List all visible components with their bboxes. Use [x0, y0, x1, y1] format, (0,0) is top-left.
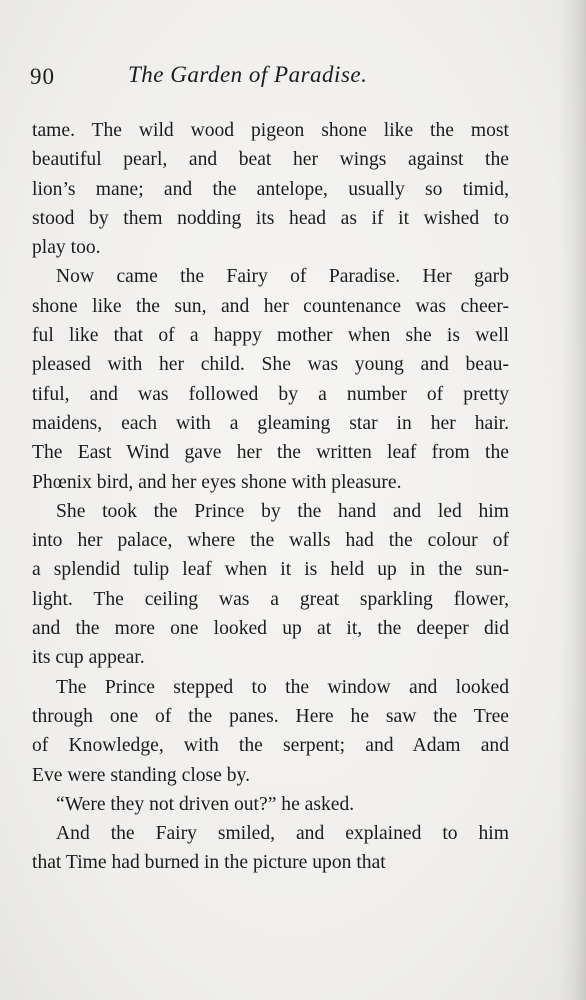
- text-line: into her palace, where the walls had the colour of: [32, 530, 509, 552]
- text-line: Phœnix bird, and her eyes shone with pleasure.: [32, 471, 402, 493]
- text-line: that Time had burned in the picture upon that: [32, 852, 386, 874]
- text-line: shone like the sun, and her countenance was cheer-: [32, 295, 509, 317]
- text-line: pleased with her child. She was young and beau-: [32, 354, 509, 376]
- paragraph: [32, 497, 509, 673]
- text-line: ful like that of a happy mother when she is well: [32, 325, 509, 347]
- text-line: “Were they not driven out?” he asked.: [56, 793, 355, 815]
- running-title: The Garden of Paradise.: [128, 62, 368, 87]
- page-edge-shadow: [558, 0, 586, 1000]
- text-line: tiful, and was followed by a number of pretty: [32, 383, 509, 405]
- text-line: a splendid tulip leaf when it is held up in the sun-: [32, 559, 509, 581]
- text-line: light. The ceiling was a great sparkling flower,: [32, 588, 509, 610]
- paragraph: [32, 262, 509, 496]
- text-line: and the more one looked up at it, the deeper did: [32, 618, 509, 640]
- text-line: maidens, each with a gleaming star in her hair.: [32, 412, 509, 434]
- text-line: The East Wind gave her the written leaf from the: [32, 442, 509, 464]
- text-line: The Prince stepped to the window and looked: [56, 676, 509, 698]
- paragraph: [32, 790, 509, 819]
- paragraph: [32, 673, 509, 790]
- text-line: tame. The wild wood pigeon shone like the most: [32, 120, 509, 141]
- text-line: lion’s mane; and the antelope, usually so timid,: [32, 178, 509, 200]
- body-text: [32, 116, 509, 878]
- page-number: 90: [30, 64, 55, 89]
- text-line: And the Fairy smiled, and explained to him: [56, 823, 509, 845]
- text-line: beautiful pearl, and beat her wings against the: [32, 149, 509, 171]
- text-line: stood by them nodding its head as if it wished to: [32, 207, 509, 229]
- text-line: its cup appear.: [32, 647, 145, 669]
- paragraph: [32, 819, 509, 878]
- page-header: [30, 60, 530, 94]
- text-line: Eve were standing close by.: [32, 764, 250, 786]
- text-line: She took the Prince by the hand and led him: [56, 500, 509, 522]
- paragraph: [32, 116, 509, 262]
- text-line: play too.: [32, 237, 101, 259]
- text-line: through one of the panes. Here he saw the Tree: [32, 705, 509, 727]
- text-line: of Knowledge, with the serpent; and Adam and: [32, 735, 509, 757]
- text-line: Now came the Fairy of Paradise. Her garb: [56, 266, 509, 288]
